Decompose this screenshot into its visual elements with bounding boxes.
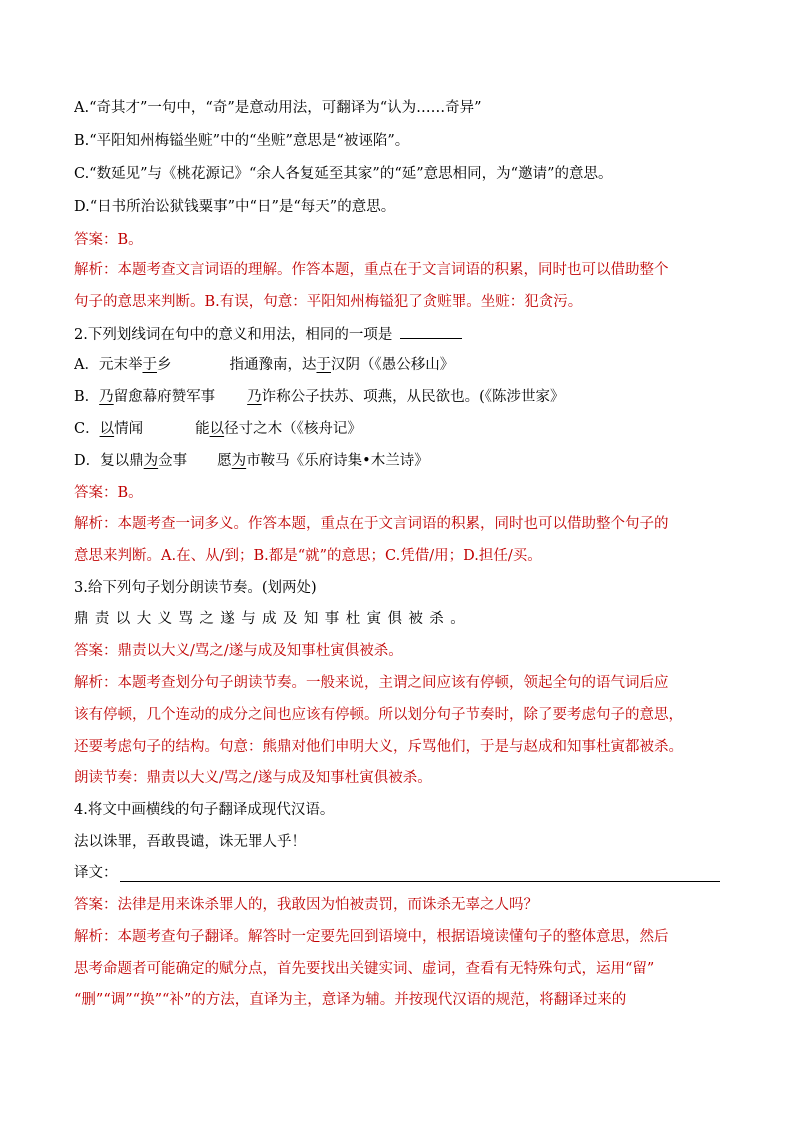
q2-a-underlined-word: 于 bbox=[142, 357, 157, 373]
q2-d-text: 佥事 bbox=[158, 453, 188, 469]
q4-stem: 4.将文中画横线的句子翻译成现代汉语。 bbox=[74, 802, 335, 818]
q4-translation-label: 译文： bbox=[74, 865, 118, 881]
q3-analysis-line-1: 解析：本题考查划分句子朗读节奏。一般来说，主谓之间应该有停顿，领起全句的语气词后应 bbox=[74, 675, 669, 691]
q2-b-text: 诈称公子扶苏、项燕，从民欲也。(《陈涉世家》 bbox=[261, 389, 565, 405]
q2-a-text: 汉阴（《愚公移山》 bbox=[330, 357, 455, 373]
q2-d-underlined-word: 为 bbox=[231, 453, 247, 469]
q4-analysis-line-1: 解析：本题考查句子翻译。解答时一定要先回到语境中，根据语境读懂句子的整体意思，然后 bbox=[74, 929, 669, 945]
q4-analysis-line-2: 思考命题者可能确定的赋分点，首先要找出关键实词、虚词，查看有无特殊句式，运用“留” bbox=[74, 961, 655, 977]
q3-analysis-line-2: 该有停顿，几个连动的成分之间也应该有停顿。所以划分句子节奏时，除了要考虑句子的意思， bbox=[74, 707, 683, 723]
q2-d-text: D．复以鼎 bbox=[74, 453, 144, 469]
q1-answer: 答案：B。 bbox=[74, 232, 143, 248]
q2-analysis-line-2: 意思来判断。A.在、从/到；B.都是“就”的意思；C.凭借/用；D.担任/买。 bbox=[74, 548, 542, 564]
answer-blank[interactable] bbox=[400, 324, 462, 339]
q4-analysis-line-3: “删”“调”“换”“补”的方法，直译为主，意译为辅。并按现代汉语的规范，将翻译过来的 bbox=[74, 992, 627, 1008]
q1-option-d: D.“日书所治讼狱钱粟事”中“日”是“每天”的意思。 bbox=[74, 199, 396, 215]
q1-option-a: A.“奇其才”一句中，“奇”是意动用法，可翻译为“认为……奇异” bbox=[74, 100, 482, 116]
q1-option-c: C.“数延见”与《桃花源记》“余人各复延至其家”的“延”意思相同，为“邀请”的意思。 bbox=[74, 166, 613, 182]
q2-d-text: 愿 bbox=[217, 453, 232, 469]
q1-analysis-line-2: 句子的意思来判断。B.有误，句意：平阳知州梅镒犯了贪赃罪。坐赃：犯贪污。 bbox=[74, 294, 583, 310]
q2-c-text: 能 bbox=[195, 421, 210, 437]
q2-stem bbox=[74, 324, 724, 345]
q3-analysis-line-3: 还要考虑句子的结构。句意：熊鼎对他们申明大义，斥骂他们，于是与赵成和知事杜寅都被杀。 bbox=[74, 739, 683, 755]
q4-answer: 答案：法律是用来诛杀罪人的，我敢因为怕被责罚，而诛杀无辜之人吗？ bbox=[74, 897, 538, 913]
q2-b-underlined-word: 乃 bbox=[99, 389, 114, 405]
q2-b-underlined-word: 乃 bbox=[247, 389, 262, 405]
q3-sentence: 鼎责以大义骂之遂与成及知事杜寅俱被杀。 bbox=[74, 611, 472, 627]
q2-option-b bbox=[74, 387, 724, 407]
q3-answer: 答案：鼎责以大义/骂之/遂与成及知事杜寅俱被杀。 bbox=[74, 643, 403, 659]
q2-c-underlined-word: 以 bbox=[209, 421, 225, 437]
q2-b-text: 留愈幕府赞军事 bbox=[113, 389, 216, 405]
q1-option-b: B.“平阳知州梅镒坐赃”中的“坐赃”意思是“被诬陷”。 bbox=[74, 133, 410, 149]
q2-a-underlined-word: 于 bbox=[316, 357, 331, 373]
q2-option-a bbox=[74, 355, 724, 375]
q1-analysis-line-1: 解析：本题考查文言词语的理解。作答本题，重点在于文言词语的积累，同时也可以借助整个 bbox=[74, 262, 669, 278]
q2-option-c bbox=[74, 419, 724, 439]
q2-c-text: C． bbox=[74, 421, 100, 437]
q2-stem-text: 2.下列划线词在句中的意义和用法，相同的一项是 bbox=[74, 327, 393, 343]
q2-c-text: 径寸之木（《核舟记》 bbox=[224, 421, 362, 437]
q2-a-text: A．元末举 bbox=[74, 357, 143, 373]
q3-stem: 3.给下列句子划分朗读节奏。(划两处) bbox=[74, 580, 317, 596]
q4-sentence: 法以诛罪，吾敢畏谴，诛无罪人乎！ bbox=[74, 834, 306, 850]
q2-d-underlined-word: 为 bbox=[143, 453, 159, 469]
q2-d-text: 市鞍马《乐府诗集•木兰诗》 bbox=[246, 453, 429, 469]
translation-answer-line[interactable] bbox=[120, 881, 720, 882]
q2-a-text: 乡 bbox=[156, 357, 172, 373]
q2-b-text: B． bbox=[74, 389, 100, 405]
q2-answer: 答案：B。 bbox=[74, 485, 143, 501]
q2-a-text: 指通豫南，达 bbox=[229, 357, 317, 373]
q2-c-text: 情闻 bbox=[114, 421, 144, 437]
q2-option-d bbox=[74, 451, 724, 471]
q2-analysis-line-1: 解析：本题考查一词多义。作答本题，重点在于文言词语的积累，同时也可以借助整个句子的 bbox=[74, 516, 669, 532]
q2-c-underlined-word: 以 bbox=[99, 421, 115, 437]
q3-analysis-line-4: 朗读节奏：鼎责以大义/骂之/遂与成及知事杜寅俱被杀。 bbox=[74, 770, 432, 786]
